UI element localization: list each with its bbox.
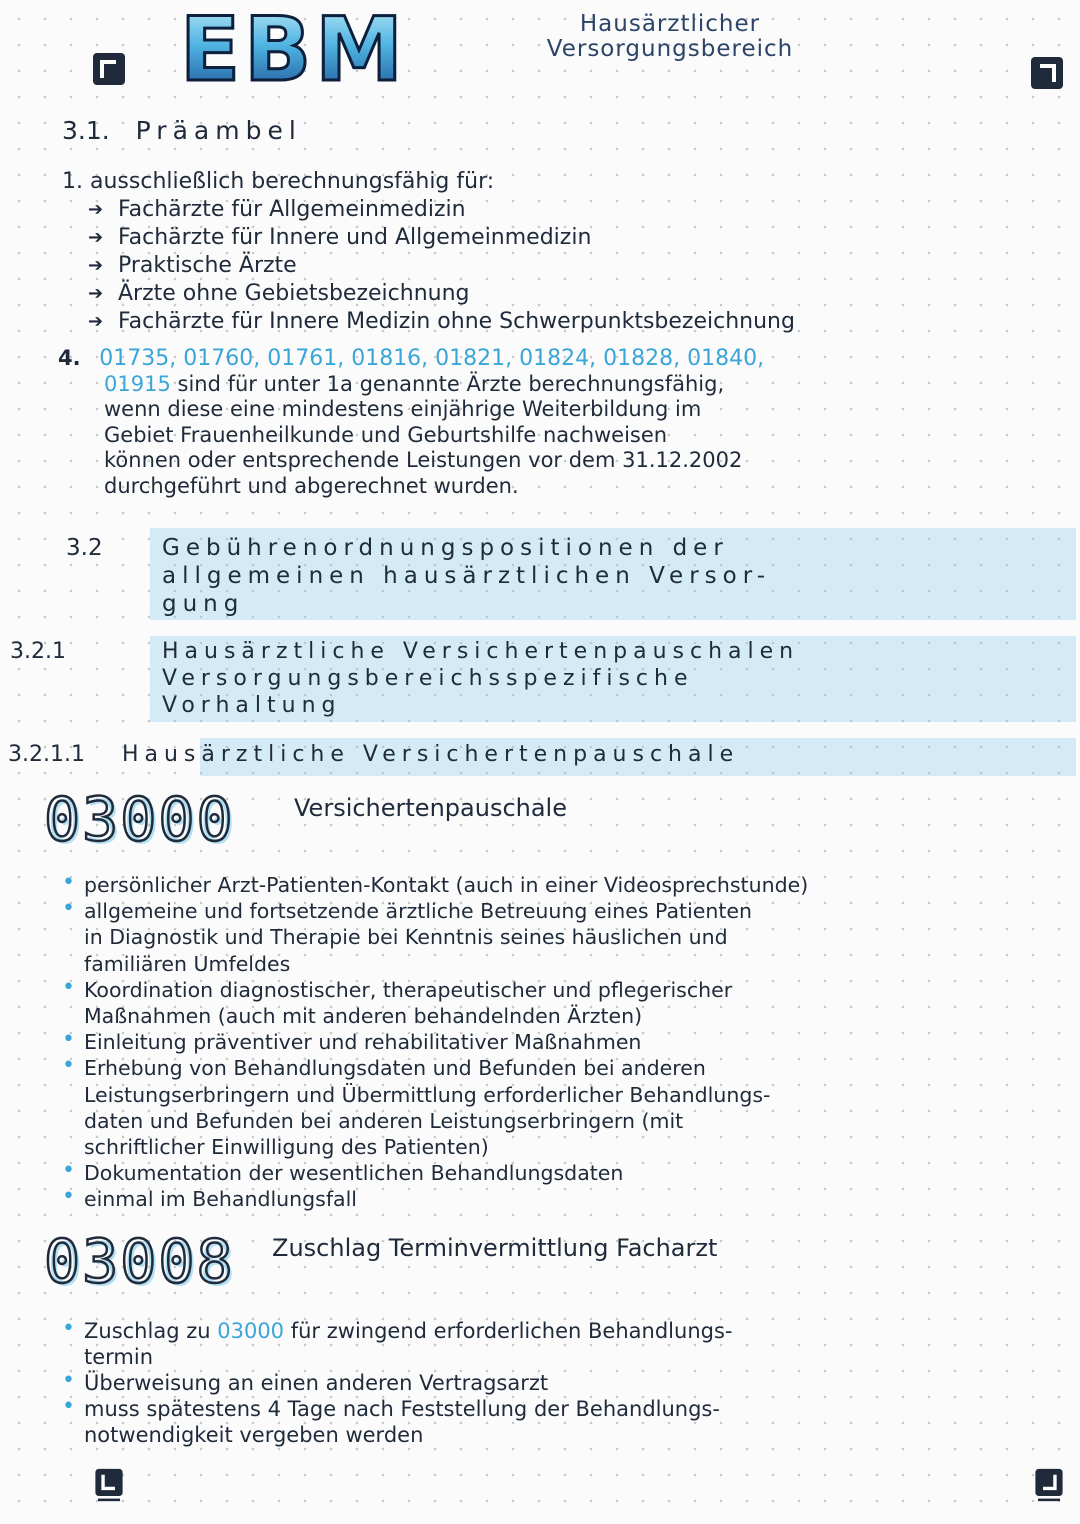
section-title-line: Hausärztliche Versichertenpauschalen bbox=[162, 639, 800, 664]
bullet-line: familiären Umfeldes bbox=[84, 951, 291, 976]
subtitle-line-1: Hausärztlicher bbox=[579, 11, 761, 37]
list-item bbox=[62, 1370, 1072, 1396]
section-number: 3.2.1 bbox=[10, 639, 66, 664]
item4-text-line: sind für unter 1a genannte Ärzte berechnungsfähig, bbox=[177, 371, 725, 396]
code-03008-bullets bbox=[62, 1318, 1072, 1448]
bullet-text: Zuschlag zu bbox=[84, 1319, 211, 1343]
code-03000: 03000 bbox=[44, 785, 235, 855]
codes-line-1: 01735, 01760, 01761, 01816, 01821, 01824, 01828, 01840, bbox=[99, 346, 765, 371]
page-title: EBM bbox=[180, 0, 407, 101]
item4-text-line: durchgeführt und abgerechnet wurden. bbox=[104, 473, 519, 498]
code-03000-details bbox=[62, 872, 1072, 1213]
corner-bottom-right-icon bbox=[1032, 1468, 1066, 1502]
list-item bbox=[62, 1318, 1072, 1370]
list-item bbox=[62, 1396, 1072, 1448]
corner-top-right-icon bbox=[1030, 56, 1064, 90]
bullet-line: termin bbox=[84, 1345, 154, 1369]
list-item: ➔ Praktische Ärzte bbox=[88, 252, 795, 280]
section-title-line: Versorgungsbereichsspezifische bbox=[162, 666, 694, 691]
bullet-line: daten und Befunden bei anderen Leistungserbringern (mit bbox=[84, 1108, 684, 1133]
section-3-2-1-1-heading bbox=[8, 742, 739, 767]
code-03008-title: Zuschlag Terminvermittlung Facharzt bbox=[272, 1234, 718, 1262]
item-intro: ausschließlich berechnungsfähig für: bbox=[90, 169, 495, 194]
section-3-2-1-heading bbox=[10, 638, 799, 719]
list-item bbox=[62, 1186, 1072, 1212]
subtitle bbox=[520, 12, 820, 63]
code-03008-details bbox=[62, 1318, 1072, 1448]
bullet-line: • persönlicher Arzt-Patienten-Kontakt (auch in einer Videosprechstunde) bbox=[84, 873, 809, 897]
bullet-line: • Koordination diagnostischer, therapeutischer und pflegerischer bbox=[84, 977, 733, 1002]
bullet-text: für zwingend erforderlichen Behandlungs- bbox=[290, 1319, 733, 1343]
list-item: ➔ Fachärzte für Allgemeinmedizin bbox=[88, 196, 795, 224]
section-3-1-heading bbox=[62, 116, 302, 145]
list-item bbox=[62, 1160, 1072, 1186]
preamble-item-1 bbox=[62, 168, 795, 336]
bullet-line: • Erhebung von Behandlungsdaten und Befunden bei anderen bbox=[84, 1056, 706, 1081]
section-title-line: allgemeinen hausärztlichen Versor- bbox=[162, 563, 771, 589]
list-item: ➔ Ärzte ohne Gebietsbezeichnung bbox=[88, 280, 795, 308]
section-number: 3.2 bbox=[66, 535, 103, 561]
list-item bbox=[62, 872, 1072, 898]
list-item: ➔ Fachärzte für Innere Medizin ohne Schwerpunktsbezeichnung bbox=[88, 308, 795, 336]
item4-text-line: Gebiet Frauenheilkunde und Geburtshilfe nachweisen bbox=[104, 422, 668, 447]
section-number: 3.2.1.1 bbox=[8, 742, 85, 767]
subtitle-line-2: Versorgungsbereich bbox=[546, 36, 794, 63]
bullet-line: • Einleitung präventiver und rehabilitativer Maßnahmen bbox=[84, 1030, 642, 1055]
list-item bbox=[62, 1029, 1072, 1055]
preamble-item-4 bbox=[58, 346, 1058, 499]
section-title-line: Gebührenordnungspositionen der bbox=[162, 535, 729, 561]
item4-text-line: wenn diese eine mindestens einjährige Weiterbildung im bbox=[104, 397, 702, 421]
corner-bottom-left-icon bbox=[92, 1468, 126, 1502]
bullet-line: Maßnahmen (auch mit anderen behandelnden Ärzten) bbox=[84, 1004, 643, 1029]
eligible-doctors-list bbox=[88, 196, 795, 336]
section-title-line: Vorhaltung bbox=[162, 693, 342, 718]
bullet-line: Leistungserbringern und Übermittlung erforderlicher Behandlungs- bbox=[84, 1082, 771, 1107]
code-03000-bullets bbox=[62, 872, 1072, 1213]
codes-line-2: 01915 bbox=[104, 371, 171, 396]
list-item bbox=[62, 1055, 1072, 1160]
section-title: Hausärztliche Versichertenpauschale bbox=[121, 742, 740, 767]
code-03000-title: Versichertenpauschale bbox=[294, 794, 567, 822]
section-number: 3.1. bbox=[62, 116, 110, 145]
bullet-line: • allgemeine und fortsetzende ärztliche Betreuung eines Patienten bbox=[84, 899, 753, 924]
item-number: 1. bbox=[62, 169, 83, 194]
bullet-line: • einmal im Behandlungsfall bbox=[84, 1187, 358, 1212]
bullet-line: notwendigkeit vergeben werden bbox=[84, 1423, 424, 1447]
corner-top-left-icon bbox=[92, 52, 126, 86]
list-item: ➔ Fachärzte für Innere und Allgemeinmedizin bbox=[88, 224, 795, 252]
section-title: Präambel bbox=[135, 116, 302, 145]
bullet-line: • muss spätestens 4 Tage nach Feststellung der Behandlungs- bbox=[84, 1397, 720, 1421]
bullet-line: • Überweisung an einen anderen Vertragsarzt bbox=[84, 1371, 549, 1395]
reference-code: 03000 bbox=[217, 1319, 285, 1343]
section-title-line: gung bbox=[162, 591, 245, 617]
bullet-line: • Dokumentation der wesentlichen Behandlungsdaten bbox=[84, 1161, 624, 1186]
item-number: 4. bbox=[58, 346, 81, 370]
item4-text-line: können oder entsprechende Leistungen vor dem 31.12.2002 bbox=[104, 448, 743, 472]
list-item bbox=[62, 898, 1072, 977]
section-3-2-heading bbox=[66, 534, 771, 618]
bullet-line: in Diagnostik und Therapie bei Kenntnis seines häuslichen und bbox=[84, 925, 728, 950]
code-03008: 03008 bbox=[44, 1227, 235, 1297]
list-item bbox=[62, 977, 1072, 1029]
bullet-line: schriftlicher Einwilligung des Patienten) bbox=[84, 1135, 489, 1160]
